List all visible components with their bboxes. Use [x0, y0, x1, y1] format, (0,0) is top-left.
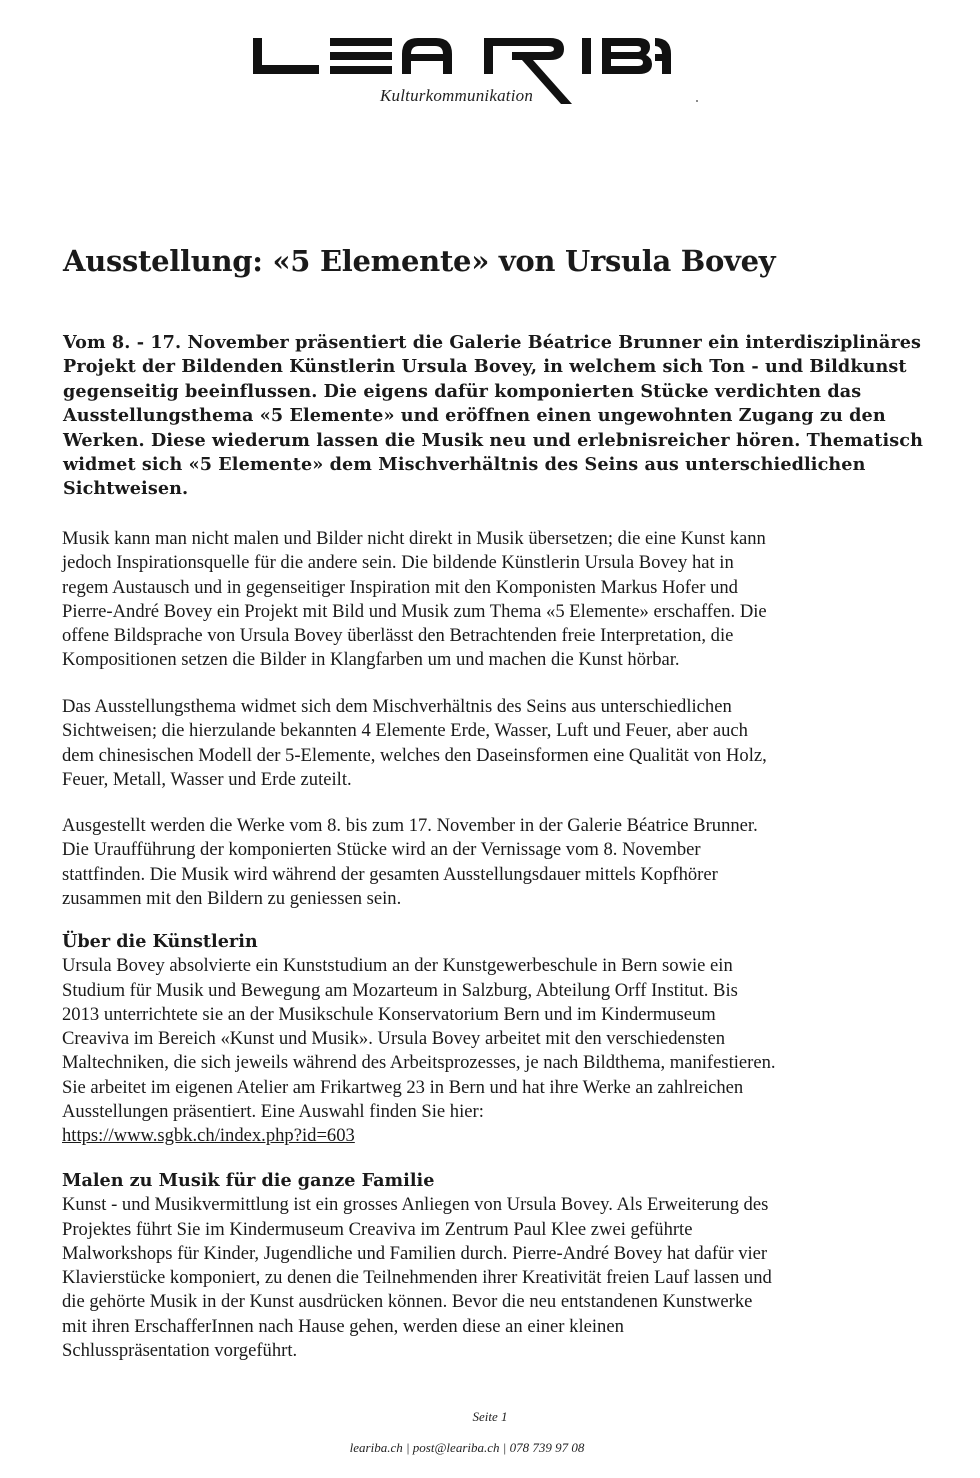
paragraph-line: Maltechniken, die sich jeweils während des Arbeitsprozesses, je nach Bildthema, manifestieren.	[62, 1052, 776, 1074]
lead-line: Ausstellungsthema «5 Elemente» und eröffnen einen ungewohnten Zugang zu den	[63, 405, 886, 427]
paragraph-line: stattfinden. Die Musik wird während der gesamten Ausstellungsdauer mittels Kopfhörer	[62, 863, 718, 885]
paragraph-line: Creaviva im Bereich «Kunst und Musik». Ursula Bovey arbeitet mit den verschiedensten	[62, 1028, 726, 1050]
logo-a-glyph	[655, 34, 725, 79]
lead-line: Vom 8. - 17. November präsentiert die Galerie Béatrice Brunner ein interdisziplinäres	[63, 332, 921, 353]
section-family	[62, 1169, 942, 1363]
paragraph-line: offene Bildsprache von Ursula Bovey überlässt den Betrachtenden freie Interpretation, die	[62, 625, 734, 647]
paragraph-line: Ausgestellt werden die Werke vom 8. bis zum 17. November in der Galerie Béatrice Brunner.	[62, 815, 758, 836]
paragraph-line: Klavierstücke komponiert, zu denen die Teilnehmenden ihrer Kreativität freien Lauf lassen und	[62, 1267, 772, 1289]
logo-letter-a	[655, 34, 725, 114]
logo-tagline: Kulturkommunikation	[380, 86, 534, 105]
paragraph-line: regem Austausch und in gegenseitiger Inspiration mit den Komponisten Markus Hofer und	[62, 576, 738, 598]
paragraph-line: Kompositionen setzen die Bilder in Klangfarben um und machen die Kunst hörbar.	[62, 649, 680, 671]
paragraph-line: Pierre-André Bovey ein Projekt mit Bild und Musik zum Thema «5 Elemente» erschaffen. Die	[62, 600, 767, 622]
paragraph-line: dem chinesischen Modell der 5-Elemente, welches den Daseinsformen eine Qualität von Holz,	[62, 744, 767, 766]
paragraph-line: Das Ausstellungsthema widmet sich dem Mischverhältnis des Seins aus unterschiedlichen	[62, 696, 732, 717]
link-line	[62, 1124, 942, 1148]
sgbk-link[interactable]: https://www.sgbk.ch/index.php?id=603	[62, 1125, 355, 1147]
page-title: Ausstellung: «5 Elemente» von Ursula Bovey	[63, 244, 776, 278]
paragraph-line: Schlusspräsentation vorgeführt.	[62, 1340, 298, 1362]
body-paragraph-3	[62, 814, 942, 911]
paragraph-line: jedoch Inspirationsquelle für die andere sein. Die bildende Künstlerin Ursula Bovey hat in	[62, 552, 734, 574]
paragraph-line: Ausstellungen präsentiert. Eine Auswahl finden Sie hier:	[62, 1101, 484, 1123]
body-paragraph-1	[62, 527, 942, 673]
paragraph-line: Malworkshops für Kinder, Jugendliche und Familien durch. Pierre-André Bovey hat dafür vier	[62, 1242, 768, 1264]
paragraph-line: Studium für Musik und Bewegung am Mozarteum in Salzburg, Abteilung Orff Institut. Bis	[62, 979, 738, 1001]
section-artist	[62, 930, 942, 1149]
lead-line: gegenseitig beeinflussen. Die eigens dafür komponierten Stücke verdichten das	[63, 380, 862, 402]
paragraph-line: Projektes führt Sie im Kindermuseum Creaviva im Zentrum Paul Klee zwei geführte	[62, 1218, 693, 1240]
paragraph-line: Musik kann man nicht malen und Bilder nicht direkt in Musik übersetzen; die eine Kunst kann	[62, 528, 766, 549]
paragraph-line: die gehörte Musik in der Kunst ausdrücken können. Bevor die neu entstandenen Kunstwerke	[62, 1291, 753, 1313]
lead-line: Projekt der Bildenden Künstlerin Ursula Bovey, in welchem sich Ton - und Bildkunst	[63, 356, 907, 378]
paragraph-line: Feuer, Metall, Wasser und Erde zuteilt.	[62, 768, 352, 790]
paragraph-line: zusammen mit den Bildern zu geniessen sein.	[62, 887, 402, 909]
lead-paragraph	[63, 331, 933, 502]
lead-line: widmet sich «5 Elemente» dem Mischverhältnis des Seins aus unterschiedlichen	[63, 454, 866, 476]
paragraph-line: Sie arbeitet im eigenen Atelier am Frikartweg 23 in Bern und hat ihre Werke an zahlreichen	[62, 1076, 744, 1098]
paragraph-line: Kunst - und Musikvermittlung ist ein grosses Anliegen von Ursula Bovey. Als Erweiterung des	[62, 1194, 769, 1216]
paragraph-line: mit ihren ErschafferInnen nach Hause gehen, werden diese an einer kleinen	[62, 1315, 624, 1337]
paragraph-line: 2013 unterrichtete sie an der Musikschule Konservatorium Bern und im Kindermuseum	[62, 1003, 716, 1025]
stray-dot	[696, 100, 698, 102]
lead-line: Sichtweisen.	[63, 478, 189, 500]
page-number: Seite 1	[472, 1409, 508, 1424]
section-heading: Malen zu Musik für die ganze Familie	[62, 1170, 435, 1191]
section-heading: Über die Künstlerin	[62, 931, 258, 952]
paragraph-line: Ursula Bovey absolvierte ein Kunststudium an der Kunstgewerbeschule in Bern sowie ein	[62, 955, 733, 977]
body-paragraph-2	[62, 695, 942, 792]
paragraph-line: Sichtweisen; die hierzulande bekannten 4 Elemente Erde, Wasser, Luft und Feuer, aber auch	[62, 720, 748, 742]
footer-contact: leariba.ch | post@leariba.ch | 078 739 97 08	[349, 1440, 585, 1455]
lead-line: Werken. Diese wiederum lassen die Musik neu und erlebnisreicher hören. Thematisch	[63, 429, 923, 451]
paragraph-line: Die Uraufführung der komponierten Stücke wird an der Vernissage vom 8. November	[62, 839, 701, 861]
